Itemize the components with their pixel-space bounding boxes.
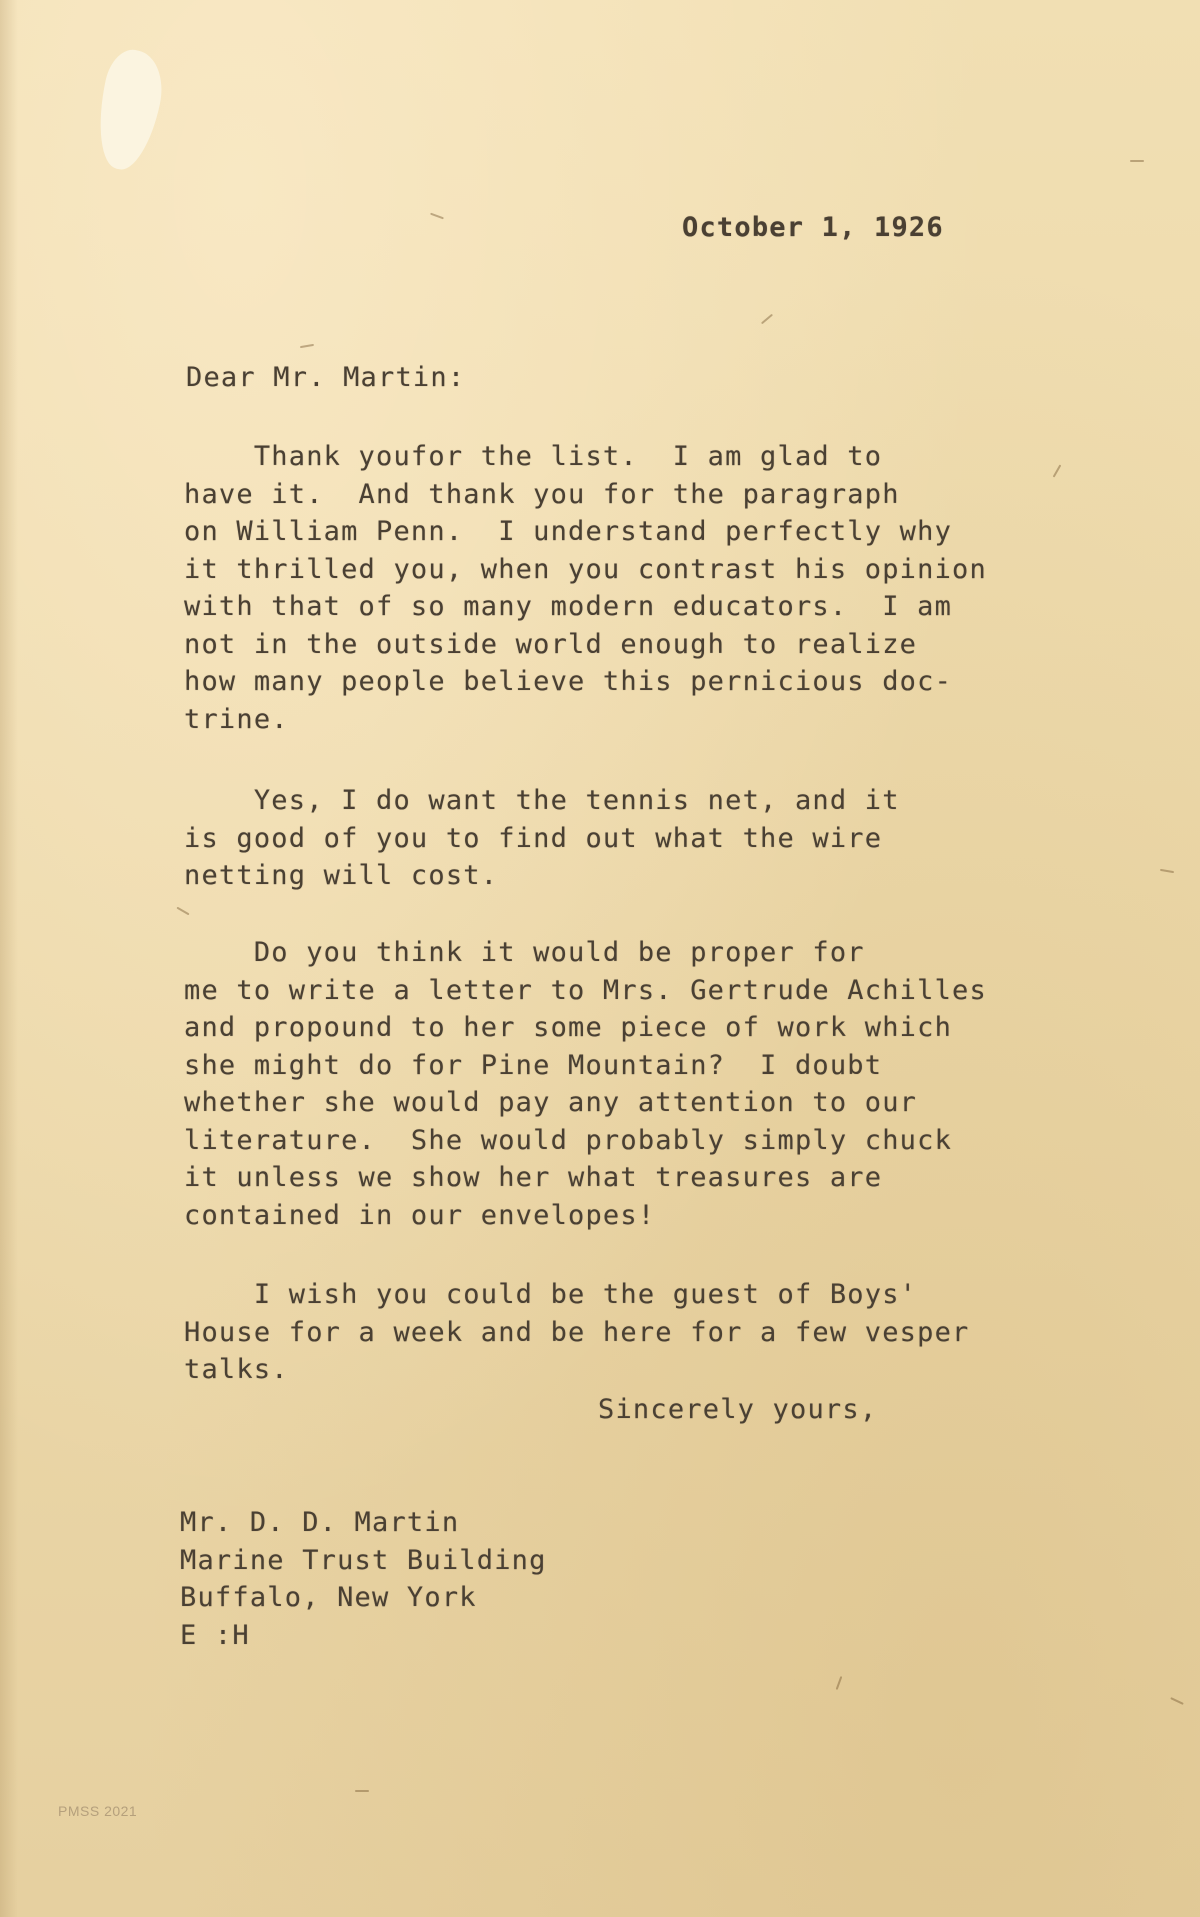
- letter-salutation: Dear Mr. Martin:: [186, 362, 466, 393]
- letter-paragraph: Thank youfor the list. I am glad to have it. And thank you for the paragraph on William Penn. I understand perfectly why it thrilled you, when you contrast his opinion with that of so many modern educators. I am not in the outside world enough to realize how many people believe this pernicious doc- trine.: [184, 441, 987, 735]
- letter-paragraph: Do you think it would be proper for me to write a letter to Mrs. Gertrude Achilles and propound to her some piece of work which she might do for Pine Mountain? I doubt whether she would pay any attention to our literature. She would probably simply chuck it unless we show her what treasures are contained in our envelopes!: [184, 937, 987, 1231]
- letter-paragraph: Yes, I do want the tennis net, and it is good of you to find out what the wire netting will cost.: [184, 785, 900, 891]
- recipient-address: Mr. D. D. Martin Marine Trust Building Buffalo, New York E :H: [180, 1507, 547, 1651]
- paper-stain: [88, 45, 170, 174]
- paper-fleck: [836, 1676, 843, 1690]
- paper-fleck: [1053, 464, 1062, 477]
- paper-fleck: [300, 344, 314, 348]
- archive-watermark: PMSS 2021: [58, 1803, 138, 1819]
- paper-fleck: [1130, 160, 1144, 162]
- letter-date: October 1, 1926: [682, 212, 944, 243]
- paper-fleck: [1170, 1697, 1184, 1705]
- page-edge-shadow: [0, 0, 18, 1917]
- paper-fleck: [761, 314, 773, 325]
- paper-fleck: [176, 907, 189, 916]
- letter-closing: Sincerely yours,: [598, 1394, 878, 1425]
- paper-fleck: [1160, 869, 1174, 873]
- letter-paragraph: I wish you could be the guest of Boys' House for a week and be here for a few vesper talks.: [184, 1279, 970, 1385]
- paper-fleck: [430, 213, 444, 220]
- paper-fleck: [355, 1790, 369, 1792]
